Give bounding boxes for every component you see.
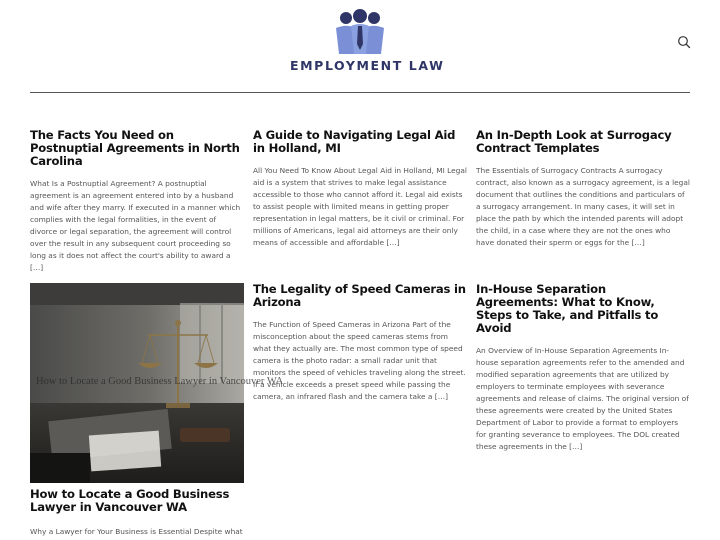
post-title[interactable]: The Legality of Speed Cameras in Arizona xyxy=(253,282,466,309)
post-excerpt: An Overview of In-House Separation Agreements In-house separation agreements refer to the amended and modified separation agreements that are utilized by employers to terminate employees with severance agreements and release of claims. The original version of these agreements were created by the United States Department of Labor to provide a format to employers for granting severance to employees. The DOL created these agreements in the […] xyxy=(476,346,689,451)
post-excerpt: The Function of Speed Cameras in Arizona Part of the misconception about the speed cameras stems from what they actually are. The most common type of speed camera is the photo radar: a small radar unit that monitors the speed of vehicles traveling along the street. If a vehicle exceeds a preset speed while passing the camera, an infrared flash and the camera take a […] xyxy=(253,320,466,401)
people-logo-icon xyxy=(333,10,387,56)
post-title[interactable]: How to Locate a Good Business Lawyer in Vancouver WA xyxy=(30,487,230,514)
post-title[interactable]: In-House Separation Agreements: What to Know, Steps to Take, and Pitfalls to Avoid xyxy=(476,282,659,335)
post-featured-image[interactable] xyxy=(30,283,284,483)
logo-text: EMPLOYMENT LAW xyxy=(290,58,445,73)
post-excerpt: The Essentials of Surrogacy Contracts A surrogacy contract, also known as a surrogacy agreement, is a legal document that outlines the conditions and particulars of a surrogacy arrangement. In many cases, it will set in place the path by which the intended parents will adopt the child, in a case where they are not the ones who have donated their sperm or eggs for the […] xyxy=(476,166,690,247)
post-title[interactable]: The Facts You Need on Postnuptial Agreements in North Carolina xyxy=(30,128,240,168)
post-title[interactable]: An In-Depth Look at Surrogacy Contract Templates xyxy=(476,128,672,155)
search-icon xyxy=(677,35,691,49)
header-divider xyxy=(30,92,690,93)
post-card xyxy=(30,488,244,538)
post-card xyxy=(476,129,690,249)
post-card xyxy=(253,283,467,403)
post-card xyxy=(476,283,690,453)
post-card xyxy=(30,129,244,274)
site-logo[interactable] xyxy=(290,10,445,76)
search-button[interactable] xyxy=(677,35,691,49)
post-excerpt: Why a Lawyer for Your Business is Essential Despite what xyxy=(30,527,243,536)
site-header xyxy=(0,0,720,93)
post-card xyxy=(253,129,467,249)
image-overlay-title: How to Locate a Good Business Lawyer in Vancouver WA xyxy=(36,376,284,387)
post-title[interactable]: A Guide to Navigating Legal Aid in Holland, MI xyxy=(253,128,456,155)
post-excerpt: All You Need To Know About Legal Aid in Holland, MI Legal aid is a system that strives to make legal assistance accessible to those who cannot afford it. Legal aid exists to assist people with limited means in getting proper representation in legal matters, be it civil or criminal. For millions of Americans, legal aid attorneys are their only means of accessible and affordable […] xyxy=(253,166,467,247)
post-excerpt: What Is a Postnuptial Agreement? A postnuptial agreement is an agreement entered into by a husband and wife after they marry. If executed in a manner which complies with the legal formalities, in the event of divorce or legal separation, the agreement will control over the result in any subsequent court proceeding so long as it does not affect the court's ability to award a […] xyxy=(30,179,241,272)
